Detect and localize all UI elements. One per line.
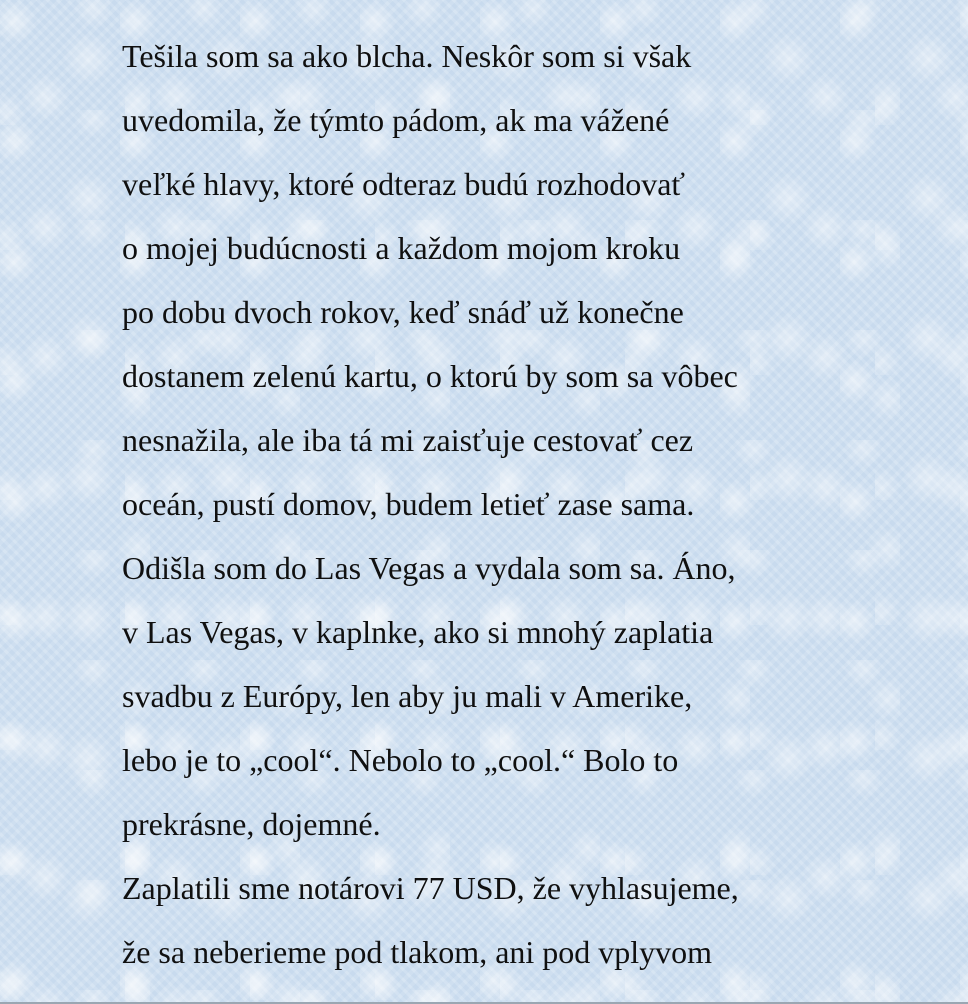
text-line: veľké hlavy, ktoré odteraz budú rozhodovať [122,166,686,202]
body-text [122,24,922,984]
text-line: o mojej budúcnosti a každom mojom kroku [122,230,681,266]
text-line: Zaplatili sme notárovi 77 USD, že vyhlasujeme, [122,870,739,906]
text-line: Tešila som sa ako blcha. Neskôr som si však [122,38,692,74]
text-line: uvedomila, že týmto pádom, ak ma vážené [122,102,670,138]
text-line: svadbu z Európy, len aby ju mali v Amerike, [122,678,693,714]
text-line: lebo je to „cool“. Nebolo to „cool.“ Bolo to [122,742,679,778]
text-line: v Las Vegas, v kaplnke, ako si mnohý zaplatia [122,614,714,650]
text-line: Odišla som do Las Vegas a vydala som sa. Áno, [122,550,736,586]
text-line: oceán, pustí domov, budem letieť zase sama. [122,486,695,522]
text-line: prekrásne, dojemné. [122,806,381,842]
text-line: že sa neberieme pod tlakom, ani pod vplyvom [122,934,713,970]
text-line: dostanem zelenú kartu, o ktorú by som sa vôbec [122,358,738,394]
text-line: po dobu dvoch rokov, keď snáď už konečne [122,294,684,330]
text-line: nesnažila, ale iba tá mi zaisťuje cestovať cez [122,422,694,458]
